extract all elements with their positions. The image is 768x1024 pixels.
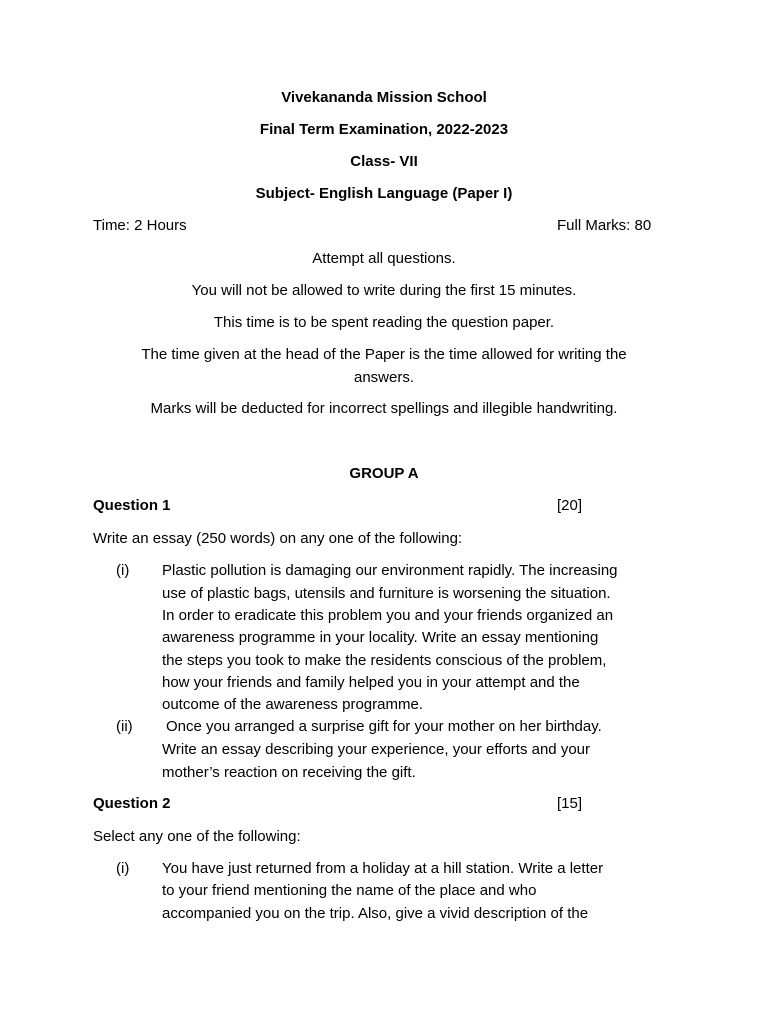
item-number: (i)	[116, 860, 130, 877]
group-a-title: GROUP A	[349, 465, 419, 482]
instruction-line: answers.	[353, 369, 415, 386]
item-line: accompanied you on the trip. Also, give a vivid description of the	[162, 905, 589, 922]
school-name: Vivekananda Mission School	[281, 89, 487, 106]
question-2-marks: [15]	[557, 795, 583, 812]
full-marks-label: Full Marks: 80	[557, 217, 652, 234]
instruction-line: This time is to be spent reading the question paper.	[213, 314, 555, 331]
item-number: (i)	[116, 562, 130, 579]
question-1-marks: [20]	[557, 497, 583, 514]
item-line: outcome of the awareness programme.	[162, 696, 423, 713]
item-line: how your friends and family helped you in your attempt and the	[162, 674, 580, 691]
item-line: Write an essay describing your experience, your efforts and your	[162, 741, 590, 758]
question-1-label: Question 1	[93, 497, 171, 514]
instruction-line: You will not be allowed to write during the first 15 minutes.	[191, 282, 577, 299]
exam-title: Final Term Examination, 2022-2023	[259, 121, 509, 138]
item-number: (ii)	[116, 718, 133, 735]
instruction-line: Attempt all questions.	[312, 250, 456, 267]
question-1-prompt: Write an essay (250 words) on any one of the following:	[93, 530, 463, 547]
instruction-line: The time given at the head of the Paper is the time allowed for writing the	[141, 346, 627, 363]
question-2-label: Question 2	[93, 795, 171, 812]
time-label: Time: 2 Hours	[93, 217, 187, 234]
item-line: Plastic pollution is damaging our environment rapidly. The increasing	[162, 562, 618, 579]
item-line: use of plastic bags, utensils and furniture is worsening the situation.	[162, 585, 611, 602]
item-line: mother’s reaction on receiving the gift.	[162, 764, 416, 781]
item-line: In order to eradicate this problem you and your friends organized an	[162, 607, 614, 624]
item-line: Once you arranged a surprise gift for your mother on her birthday.	[166, 718, 602, 735]
item-line: You have just returned from a holiday at a hill station. Write a letter	[162, 860, 604, 877]
item-line: awareness programme in your locality. Write an essay mentioning	[162, 629, 599, 646]
instruction-line: Marks will be deducted for incorrect spellings and illegible handwriting.	[150, 400, 618, 417]
class-label: Class- VII	[350, 153, 418, 170]
subject-label: Subject- English Language (Paper I)	[255, 185, 513, 202]
item-line: to your friend mentioning the name of the place and who	[162, 882, 537, 899]
item-line: the steps you took to make the residents conscious of the problem,	[162, 652, 607, 669]
question-2-prompt: Select any one of the following:	[93, 828, 301, 845]
